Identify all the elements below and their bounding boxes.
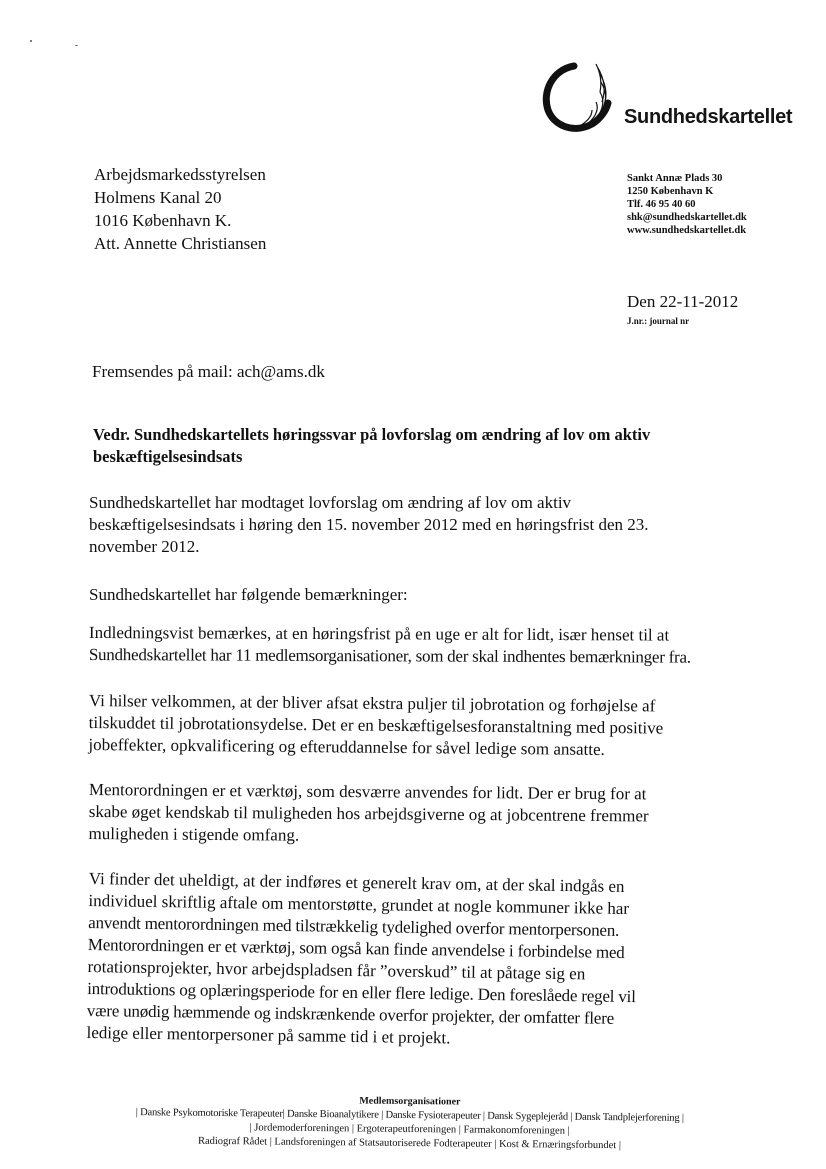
paragraph-line: skabe øget kendskab til muligheden hos arbejdsgiverne og at jobcentrene fremmer <box>88 801 649 826</box>
footer-title: Medlemsorganisationer <box>359 1095 461 1108</box>
scan-speck <box>30 40 32 42</box>
body-paragraph <box>86 868 739 1054</box>
sender-line: Sankt Annæ Plads 30 <box>627 173 723 184</box>
footer-line: Radiograf Rådet | Landsforeningen af Statsautoriserede Fodterapeuter | Kost & Ernæringsforbundet | <box>197 1135 622 1152</box>
paragraph-line: individuel skriftlig aftale om mentorstøtte, grundet at nogle kommuner ikke har <box>88 890 630 919</box>
recipient-line: Arbejdsmarkedsstyrelsen <box>94 165 266 184</box>
letter-date: Den 22-11-2012 <box>627 292 739 311</box>
body-paragraph <box>89 622 739 669</box>
paragraph-line: rotationsprojekter, hvor arbejdspladsen får ”overskud” til at påtage sig en <box>87 956 586 984</box>
subject-line: beskæftigelsesindsats <box>93 447 243 466</box>
footer-line: | Danske Psykomotoriske Terapeuter| Danske Bioanalytikere | Danske Fysioterapeuter | Dansk Sygeplejeråd | Dansk Tandplejerforening | <box>135 1107 684 1124</box>
body-paragraph <box>88 690 739 762</box>
member-organizations-footer <box>39 1091 780 1155</box>
body-paragraph <box>89 492 739 558</box>
paragraph-line: muligheden i stigende omfang. <box>88 823 300 845</box>
paragraph-line: Mentorordningen er et værktøj, som også kan finde anvendelse i forbindelse med <box>87 934 625 962</box>
scan-speck <box>75 45 78 46</box>
paragraph-line: Vi hilser velkommen, at der bliver afsat ekstra puljer til jobrotation og forhøjelse af <box>88 690 656 716</box>
paragraph-line: Sundhedskartellet har modtaget lovforslag om ændring af lov om aktiv <box>89 493 572 512</box>
body-paragraph <box>89 584 739 606</box>
paragraph-line: november 2012. <box>89 537 200 556</box>
sender-phone: Tlf. 46 95 40 60 <box>627 199 696 210</box>
paragraph-line: jobeffekter, opkvalificering og efteruddannelse for såvel ledige som ansatte. <box>88 734 605 759</box>
recipient-line: 1016 København K. <box>94 211 232 230</box>
letter-subject <box>93 424 733 468</box>
paragraph-line: Sundhedskartellet har 11 medlemsorganisationer, som der skal indhentes bemærkninger fra. <box>88 644 691 667</box>
paragraph-line: introduktions og oplæringsperiode for en eller flere ledige. Den foreslåede regel vil <box>87 978 636 1007</box>
paragraph-line: ledige eller mentorpersoner på samme tid i et projekt. <box>86 1022 451 1048</box>
sender-line: 1250 København K <box>627 186 714 197</box>
recipient-line: Holmens Kanal 20 <box>94 188 222 207</box>
sender-website: www.sundhedskartellet.dk <box>627 225 747 236</box>
organization-name: Sundhedskartellet <box>624 106 793 128</box>
body-paragraph <box>88 779 738 850</box>
paragraph-line: tilskuddet til jobrotationsydelse. Det er en beskæftigelsesforanstaltning med positive <box>88 712 664 738</box>
paragraph-line: Vi finder det uheldigt, at der indføres et generelt krav om, at der skal indgås en <box>88 868 625 896</box>
recipient-address <box>94 163 266 255</box>
sender-email: shk@sundhedskartellet.dk <box>627 212 747 223</box>
paragraph-line: beskæftigelsesindsats i høring den 15. november 2012 med en høringsfrist den 23. <box>89 515 649 534</box>
paragraph-line: Mentorordningen er et værktøj, som desværre anvendes for lidt. Der er brug for at <box>88 779 647 804</box>
paragraph-line: Sundhedskartellet har følgende bemærkninger: <box>89 585 408 604</box>
sent-by-mail: Fremsendes på mail: ach@ams.dk <box>92 362 325 381</box>
journal-number: J.nr.: journal nr <box>627 316 690 326</box>
subject-line: Vedr. Sundhedskartellets høringssvar på lovforslag om ændring af lov om aktiv <box>93 425 651 444</box>
sundhedskartellet-logo-icon <box>534 58 614 136</box>
footer-line: | Jordemoderforeningen | Ergoterapeutforeningen | Farmakonomforeningen | <box>249 1122 570 1137</box>
paragraph-line: være unødig hæmmende og indskrænkende overfor projekter, der omfatter flere <box>86 1000 615 1028</box>
paragraph-line: Indledningsvist bemærkes, at en høringsfrist på en uge er alt for lidt, især henset til at <box>88 623 670 645</box>
recipient-line: Att. Annette Christiansen <box>94 234 267 253</box>
sender-address <box>627 172 747 237</box>
paragraph-line: anvendt mentorordningen med tilstrækkelig tydelighed overfor mentorpersonen. <box>88 912 620 940</box>
